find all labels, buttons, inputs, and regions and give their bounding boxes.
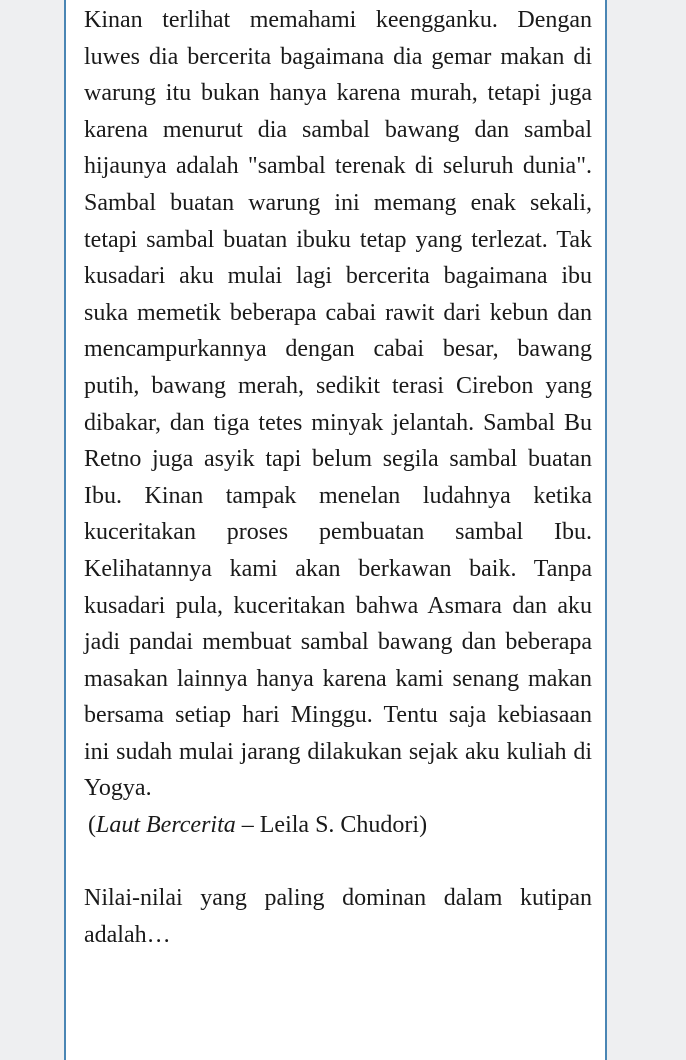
citation-book-title: Laut Bercerita xyxy=(96,812,236,839)
document-content xyxy=(84,2,592,953)
source-citation xyxy=(84,807,592,844)
document-page xyxy=(64,0,607,1060)
passage-paragraph: Kinan terlihat memahami keengganku. Dengan luwes dia bercerita bagaimana dia gemar makan di warung itu bukan hanya karena murah, tetapi juga karena menurut dia sambal bawang dan sambal hijaunya adalah "sambal terenak di seluruh dunia". Sambal buatan warung ini memang enak sekali, tetapi sambal buatan ibuku tetap yang terlezat. Tak kusadari aku mulai lagi bercerita bagaimana ibu suka memetik beberapa cabai rawit dari kebun dan mencampurkannya dengan cabai besar, bawang putih, bawang merah, sedikit terasi Cirebon yang dibakar, dan tiga tetes minyak jelantah. Sambal Bu Retno juga asyik tapi belum segila sambal buatan Ibu. Kinan tampak menelan ludahnya ketika kuceritakan proses pembuatan sambal Ibu. Kelihatannya kami akan berkawan baik. Tanpa kusadari pula, kuceritakan bahwa Asmara dan aku jadi pandai membuat sambal bawang dan beberapa masakan lainnya hanya karena kami senang makan bersama setiap hari Minggu. Tentu saja kebiasaan ini sudah mulai jarang dilakukan sejak aku kuliah di Yogya. xyxy=(84,7,592,802)
blank-line xyxy=(84,844,592,881)
citation-author: Leila S. Chudori xyxy=(259,812,420,839)
citation-separator: – xyxy=(235,812,260,839)
citation-close-paren: ) xyxy=(419,812,428,839)
citation-open-paren: ( xyxy=(88,812,96,839)
question-text: Nilai-nilai yang paling dominan dalam kutipan adalah… xyxy=(84,885,592,948)
